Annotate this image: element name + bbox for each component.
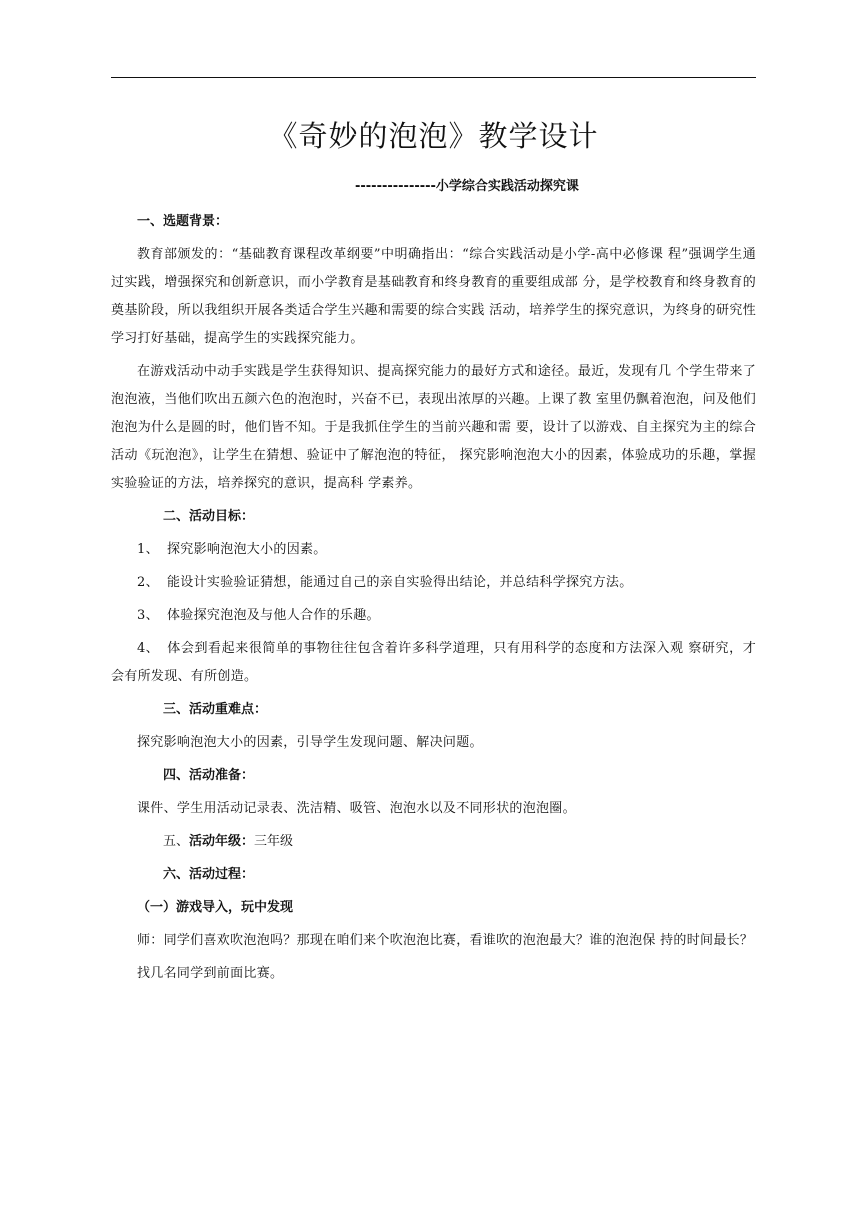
list-item-text: 体会到看起来很简单的事物往往包含着许多科学道理，只有用科学的态度和方法深入观 察研究，才会有所发现、有所创造。 xyxy=(111,641,756,684)
document-body xyxy=(111,208,756,993)
paragraph: 在游戏活动中动手实践是学生获得知识、提高探究能力的最好方式和途径。最近，发现有几 个学生带来了泡泡液，当他们吹出五颜六色的泡泡时，兴奋不已，表现出浓厚的兴趣。上课了教 室里仍飘着泡泡，问及他们泡泡为什么是圆的时，他们皆不知。于是我抓住学生的当前兴趣和需 要，设计了以游戏、自主探究为主的综合活动《玩泡泡》，让学生在猜想、验证中了解泡泡的特征， 探究影响泡泡大小的因素，体验成功的乐趣，掌握实验验证的方法，培养探究的意识，提高科 学素养。 xyxy=(111,364,756,491)
paragraph: 探究影响泡泡大小的因素，引导学生发现问题、解决问题。 xyxy=(137,735,483,750)
section-number: 四、 xyxy=(163,768,190,783)
paragraph: 教育部颁发的：“基础教育课程改革纲要”中明确指出：“综合实践活动是小学-高中必修课 程”强调学生通过实践，增强探究和创新意识，而小学教育是基础教育和终身教育的重要组成部 分，是学校教育和终身教育的奠基阶段，所以我组织开展各类适合学生兴趣和需要的综合实践 活动，培养学生的探究意识，为终身的研究性学习打好基础，提高学生的实践探究能力。 xyxy=(111,247,756,346)
paragraph: 师：同学们喜欢吹泡泡吗？那现在咱们来个吹泡泡比赛，看谁吹的泡泡最大？谁的泡泡保 持的时间最长？ xyxy=(137,933,754,948)
list-item-number: 1、 xyxy=(137,542,159,557)
paragraph: 课件、学生用活动记录表、洗洁精、吸管、泡泡水以及不同形状的泡泡圈。 xyxy=(137,801,576,816)
list-item-number: 2、 xyxy=(137,575,159,590)
section-heading-preparation xyxy=(111,762,756,790)
grade-value: 三年级 xyxy=(254,834,294,849)
document-title: 《奇妙的泡泡》教学设计 xyxy=(268,119,599,153)
section-heading-goals xyxy=(111,503,756,531)
document-subtitle: ---------------小学综合实践活动探究课 xyxy=(355,179,579,194)
list-item-text: 能设计实验验证猜想，能通过自己的亲自实验得出结论，并总结科学探究方法。 xyxy=(167,575,633,590)
list-item xyxy=(111,602,756,630)
section-heading-key-points xyxy=(111,696,756,724)
section-heading-text: 活动年级： xyxy=(189,834,255,849)
section-heading-background: 一、选题背景： xyxy=(137,214,229,229)
section-number: 五、 xyxy=(163,834,190,849)
list-item-number: 3、 xyxy=(137,608,159,623)
section-heading-grade xyxy=(111,828,756,856)
list-item xyxy=(111,536,756,564)
list-item-text: 探究影响泡泡大小的因素。 xyxy=(167,542,327,557)
section-heading-text: 活动准备： xyxy=(189,768,255,783)
header-rule xyxy=(111,77,756,78)
section-number: 六、 xyxy=(163,867,190,882)
list-item xyxy=(111,635,756,691)
section-heading-text: 活动目标： xyxy=(189,509,255,524)
section-heading-process xyxy=(111,861,756,889)
section-heading-text: 活动重难点： xyxy=(189,702,268,717)
paragraph: 找几名同学到前面比赛。 xyxy=(137,966,284,981)
list-item-number: 4、 xyxy=(137,641,159,656)
section-number: 二、 xyxy=(163,509,190,524)
list-item-text: 体验探究泡泡及与他人合作的乐趣。 xyxy=(167,608,380,623)
list-item xyxy=(111,569,756,597)
subsection-heading: （一）游戏导入，玩中发现 xyxy=(137,900,294,915)
section-heading-text: 活动过程： xyxy=(189,867,255,882)
section-number: 三、 xyxy=(163,702,190,717)
